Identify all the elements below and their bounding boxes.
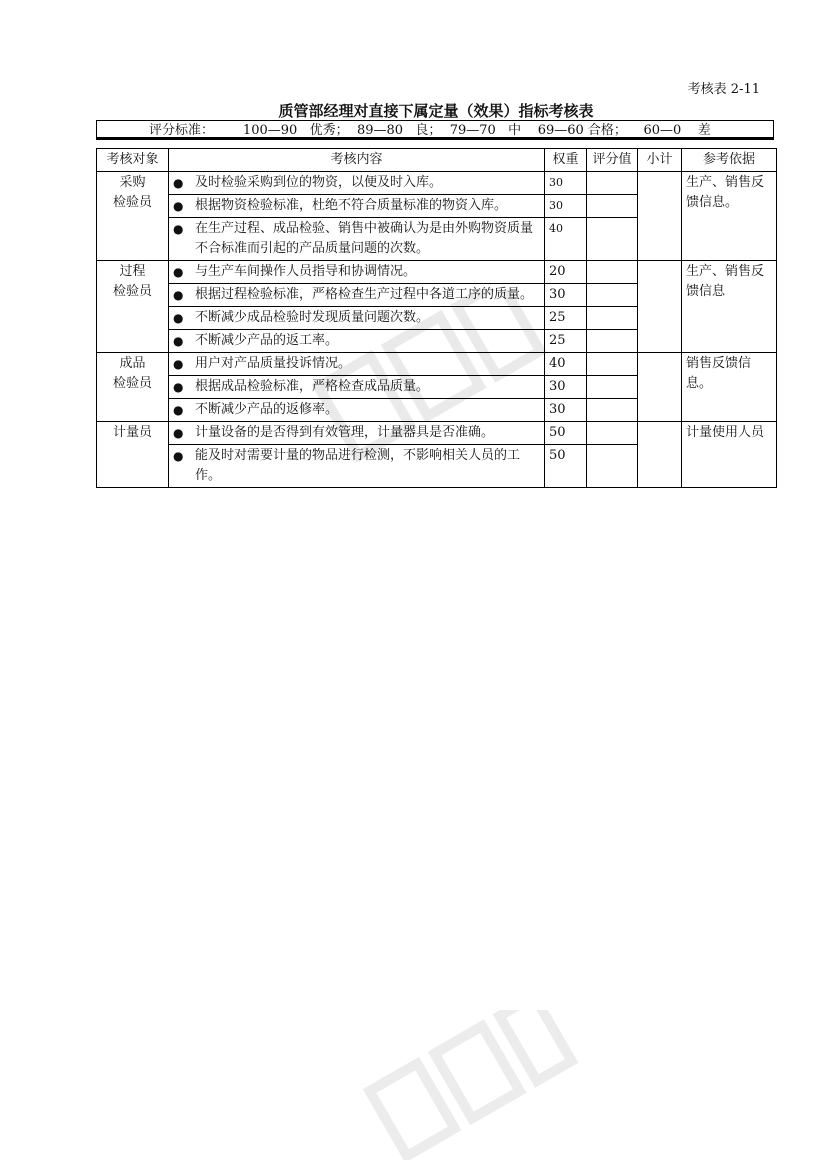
assess-content: ● 计量设备的是否得到有效管理，计量器具是否准确。	[169, 422, 545, 445]
page-title: 质管部经理对直接下属定量（效果）指标考核表	[278, 102, 594, 120]
table-row	[97, 353, 777, 376]
watermark-icon	[360, 1010, 580, 1160]
weight-cell: 20	[545, 261, 587, 284]
score-cell	[587, 307, 638, 330]
table-body	[97, 172, 777, 488]
weight-cell: 30	[545, 399, 587, 422]
object-label: 检验员	[112, 195, 152, 210]
bullet-icon: ●	[173, 334, 184, 348]
assess-content: ● 在生产过程、成品检验、销售中被确认为是由外购物资质量不合标准而引起的产品质量问题的次数。	[169, 218, 545, 261]
table-row	[97, 172, 777, 195]
weight-cell: 40	[545, 353, 587, 376]
score-cell	[587, 218, 638, 261]
assess-content: ● 根据成品检验标准，严格检查成品质量。	[169, 376, 545, 399]
bullet-icon: ●	[173, 199, 184, 213]
bullet-icon: ●	[173, 265, 184, 279]
basis-cell: 销售反馈信息。	[682, 353, 777, 422]
weight-cell: 30	[545, 376, 587, 399]
assessment-table	[96, 148, 777, 488]
bullet-icon: ●	[173, 311, 184, 325]
basis-cell: 生产、销售反馈信息。	[682, 172, 777, 261]
object-label: 计量员	[112, 425, 152, 440]
weight-cell: 30	[545, 284, 587, 307]
form-code: 考核表 2-11	[687, 82, 760, 97]
weight-cell: 40	[545, 218, 587, 261]
bullet-icon: ●	[173, 288, 184, 302]
bullet-icon: ●	[173, 222, 184, 236]
object-label: 过程	[119, 264, 146, 279]
subtotal-cell	[638, 353, 682, 422]
score-cell	[587, 445, 638, 488]
bullet-icon: ●	[173, 380, 184, 394]
assess-content: ● 根据过程检验标准，严格检查生产过程中各道工序的质量。	[169, 284, 545, 307]
bullet-icon: ●	[173, 426, 184, 440]
bullet-icon: ●	[173, 403, 184, 417]
weight-cell: 50	[545, 445, 587, 488]
table-row	[97, 422, 777, 445]
header-weight: 权重	[545, 149, 587, 172]
score-cell	[587, 261, 638, 284]
weight-cell: 50	[545, 422, 587, 445]
header-object: 考核对象	[97, 149, 169, 172]
bullet-icon: ●	[173, 357, 184, 371]
subtotal-cell	[638, 261, 682, 353]
basis-cell: 生产、销售反馈信息	[682, 261, 777, 353]
scoring-criteria: 评分标准： 100—90 优秀； 89—80 良； 79—70 中 69—60 合格； 60—0 差	[96, 120, 774, 140]
weight-cell: 25	[545, 330, 587, 353]
basis-cell: 计量使用人员	[682, 422, 777, 488]
object-label: 检验员	[112, 376, 152, 391]
assess-content: ● 用户对产品质量投诉情况。	[169, 353, 545, 376]
score-cell	[587, 353, 638, 376]
assess-content: ● 不断减少产品的返修率。	[169, 399, 545, 422]
header-basis: 参考依据	[682, 149, 777, 172]
bullet-icon: ●	[173, 176, 184, 190]
weight-cell: 30	[545, 172, 587, 195]
weight-cell: 30	[545, 195, 587, 218]
assess-content: ● 及时检验采购到位的物资，以便及时入库。	[169, 172, 545, 195]
subtotal-cell	[638, 172, 682, 261]
object-label: 成品	[119, 356, 146, 371]
assess-content: ● 根据物资检验标准，杜绝不符合质量标准的物资入库。	[169, 195, 545, 218]
score-cell	[587, 195, 638, 218]
bullet-icon: ●	[173, 449, 184, 463]
assess-content: ● 不断减少成品检验时发现质量问题次数。	[169, 307, 545, 330]
weight-cell: 25	[545, 307, 587, 330]
assess-object	[97, 422, 169, 488]
score-cell	[587, 399, 638, 422]
score-cell	[587, 284, 638, 307]
assess-content: ● 能及时对需要计量的物品进行检测，不影响相关人员的工作。	[169, 445, 545, 488]
table-header-row	[97, 149, 777, 172]
score-cell	[587, 330, 638, 353]
assess-content: ● 不断减少产品的返工率。	[169, 330, 545, 353]
object-label: 检验员	[112, 284, 152, 299]
assess-content: ● 与生产车间操作人员指导和协调情况。	[169, 261, 545, 284]
score-cell	[587, 422, 638, 445]
header-subtotal: 小计	[638, 149, 682, 172]
table-row	[97, 261, 777, 284]
assess-object	[97, 353, 169, 422]
header-score: 评分值	[587, 149, 638, 172]
subtotal-cell	[638, 422, 682, 488]
assess-object	[97, 261, 169, 353]
assess-object	[97, 172, 169, 261]
score-cell	[587, 376, 638, 399]
header-content: 考核内容	[169, 149, 545, 172]
object-label: 采购	[119, 175, 146, 190]
score-cell	[587, 172, 638, 195]
